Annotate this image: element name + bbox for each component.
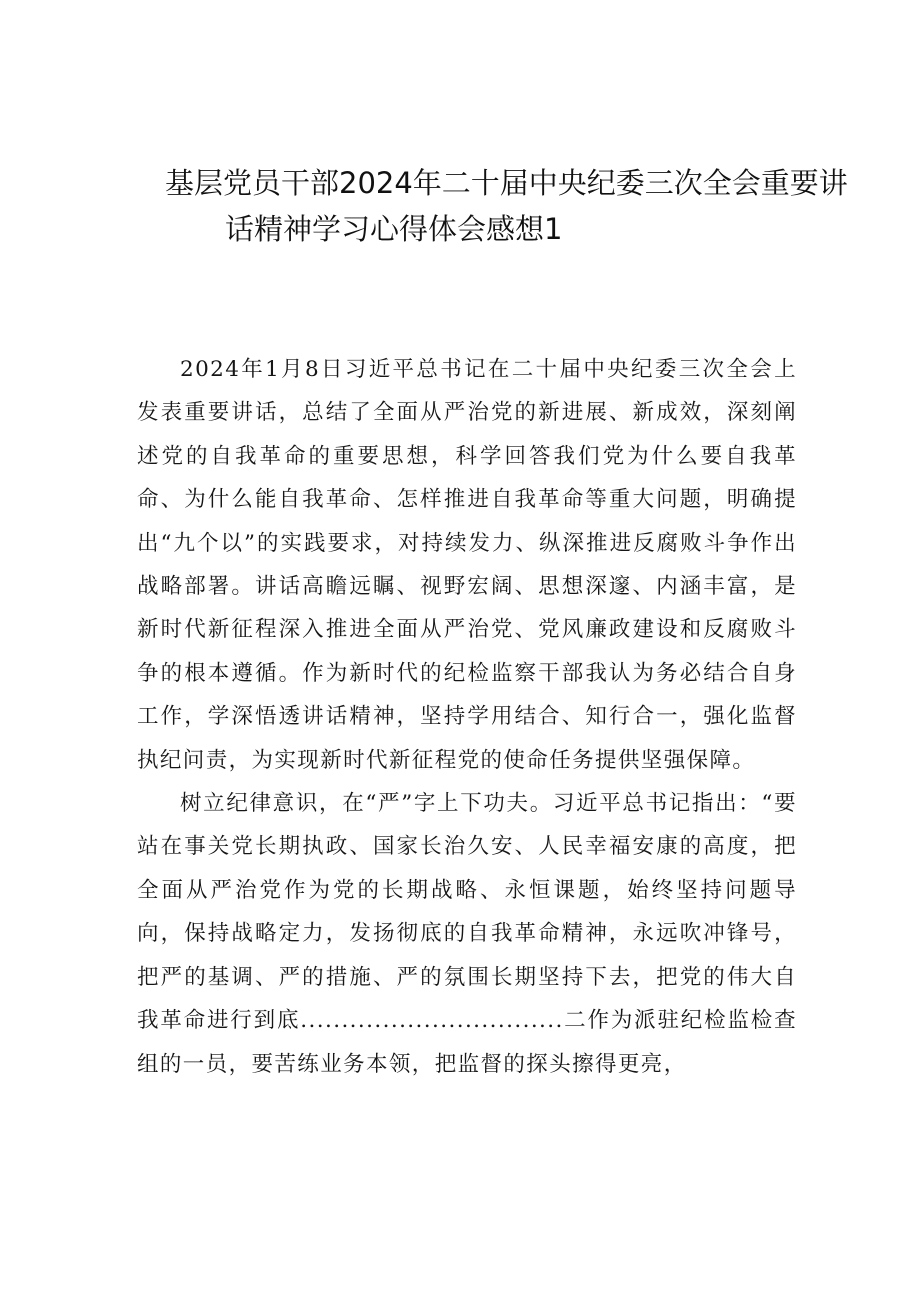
document-body	[137, 348, 797, 1086]
title-line-1: 基层党员干部2024年二十届中央纪委三次全会重要讲	[165, 166, 848, 200]
document-title	[120, 160, 848, 252]
paragraph-2: 树立纪律意识，在“严”字上下功夫。习近平总书记指出：“要站在事关党长期执政、国家长治久安、人民幸福安康的高度，把全面从严治党作为党的长期战略、永恒课题，始终坚持问题导向，保持战略定力，发扬彻底的自我革命精神，永远吹冲锋号，把严的基调、严的措施、严的氛围长期坚持下去，把党的伟大自我革命进行到底................................二作为派驻纪检监检查组的一员，要苦练业务本领，把监督的探头擦得更亮，	[137, 791, 797, 1077]
paragraph-1: 2024年1月8日习近平总书记在二十届中央纪委三次全会上发表重要讲话，总结了全面从严治党的新进展、新成效，深刻阐述党的自我革命的重要思想，科学回答我们党为什么要自我革命、为什么能自我革命、怎样推进自我革命等重大问题，明确提出“九个以”的实践要求，对持续发力、纵深推进反腐败斗争作出战略部署。讲话高瞻远瞩、视野宏阔、思想深邃、内涵丰富，是新时代新征程深入推进全面从严治党、党风廉政建设和反腐败斗争的根本遵循。作为新时代的纪检监察干部我认为务必结合自身工作，学深悟透讲话精神，坚持学用结合、知行合一，强化监督执纪问责，为实现新时代新征程党的使命任务提供坚强保障。	[137, 357, 797, 773]
title-line-2: 话精神学习心得体会感想1	[225, 212, 563, 246]
